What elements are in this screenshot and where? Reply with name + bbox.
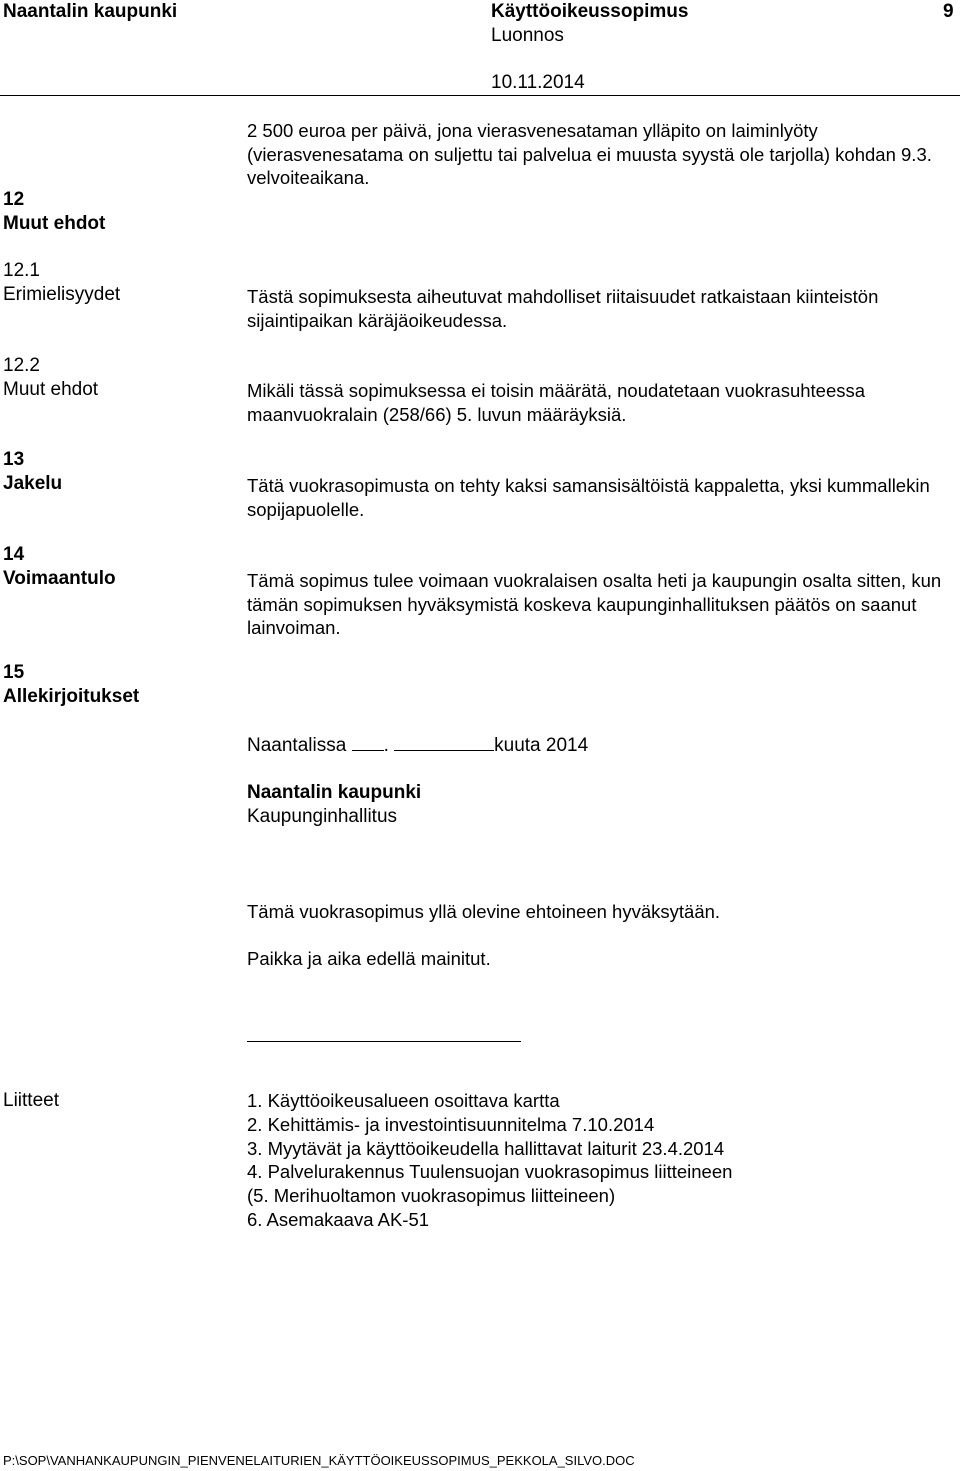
attachment-item: 4. Palvelurakennus Tuulensuojan vuokrasopimus liitteineen bbox=[247, 1161, 733, 1183]
attachment-item: 3. Myytävät ja käyttöoikeudella hallittavat laiturit 23.4.2014 bbox=[247, 1137, 725, 1159]
section-13-heading bbox=[3, 448, 62, 496]
place-prefix: Naantalissa bbox=[247, 735, 347, 756]
section-12-1-number: 12.1 bbox=[3, 260, 40, 281]
section-12-2-label: Muut ehdot bbox=[3, 379, 99, 400]
section-14-label: Voimaantulo bbox=[3, 568, 116, 589]
footer-file-path: P:\SOP\VANHANKAUPUNGIN_PIENVENELAITURIEN_KÄYTTÖOIKEUSSOPIMUS_PEKKOLA_SILVO.DOC bbox=[3, 1453, 635, 1468]
section-12-1-heading bbox=[3, 259, 120, 307]
header-date: 10.11.2014 bbox=[491, 72, 585, 93]
header-doc-title: Käyttöoikeussopimus bbox=[491, 1, 689, 22]
place-dot: . bbox=[383, 735, 389, 756]
attachment-item: (5. Merihuoltamon vuokrasopimus liitteineen) bbox=[247, 1185, 616, 1207]
distribution-paragraph: Tätä vuokrasopimusta on tehty kaksi samansisältöistä kappaletta, yksi kummallekin sopijapuolelle. bbox=[247, 475, 930, 520]
section-12-2-number: 12.2 bbox=[3, 355, 40, 376]
place-suffix: kuuta 2014 bbox=[494, 735, 589, 756]
disputes-paragraph: Tästä sopimuksesta aiheutuvat mahdolliset riitaisuudet ratkaistaan kiinteistön sijaintipaikan käräjäoikeudessa. bbox=[247, 286, 879, 331]
approval-statement: Tämä vuokrasopimus yllä olevine ehtoineen hyväksytään. bbox=[247, 901, 721, 922]
section-12-label: Muut ehdot bbox=[3, 213, 106, 234]
header-page-number: 9 bbox=[943, 1, 954, 22]
header-rule bbox=[0, 95, 960, 96]
header-org: Naantalin kaupunki bbox=[3, 1, 178, 22]
section-15-number: 15 bbox=[3, 662, 25, 683]
attachment-item: 1. Käyttöoikeusalueen osoittava kartta bbox=[247, 1090, 560, 1111]
attachment-item: 6. Asemakaava AK-51 bbox=[247, 1208, 430, 1230]
signer-org: Naantalin kaupunki bbox=[247, 782, 422, 803]
section-12-2-heading bbox=[3, 354, 98, 402]
attachments-heading: Liitteet bbox=[3, 1090, 59, 1111]
signer-block bbox=[247, 781, 957, 829]
signature-place-date bbox=[247, 734, 957, 758]
section-13-number: 13 bbox=[3, 449, 25, 470]
section-12-1-label: Erimielisyydet bbox=[3, 284, 121, 305]
entry-into-force-paragraph: Tämä sopimus tulee voimaan vuokralaisen osalta heti ja kaupungin osalta sitten, kun tämän sopimuksen hyväksymistä koskeva kaupunginhallituksen päätös on saanut lainvoiman. bbox=[247, 570, 942, 638]
section-15-label: Allekirjoitukset bbox=[3, 686, 140, 707]
header-status: Luonnos bbox=[491, 25, 564, 46]
section-15-heading bbox=[3, 661, 139, 709]
section-12-heading bbox=[3, 188, 105, 236]
section-14-number: 14 bbox=[3, 544, 25, 565]
month-blank bbox=[394, 734, 494, 751]
day-blank bbox=[352, 734, 384, 751]
signer-body: Kaupunginhallitus bbox=[247, 806, 398, 827]
attachments-list bbox=[247, 1089, 957, 1232]
section-14-heading bbox=[3, 543, 116, 591]
other-terms-paragraph: Mikäli tässä sopimuksessa ei toisin määrätä, noudatetaan vuokrasuhteessa maanvuokralain (258/66) 5. luvun määräyksiä. bbox=[247, 380, 866, 425]
penalty-paragraph: 2 500 euroa per päivä, jona vierasvenesataman ylläpito on laiminlyöty (vierasvenesatama on suljettu tai palvelua ei muusta syystä ole tarjolla) kohdan 9.3. velvoiteaikana. bbox=[247, 120, 932, 188]
section-13-label: Jakelu bbox=[3, 473, 63, 494]
place-time-statement: Paikka ja aika edellä mainitut. bbox=[247, 948, 491, 969]
section-12-number: 12 bbox=[3, 189, 25, 210]
signature-line bbox=[247, 1041, 521, 1042]
attachment-item: 2. Kehittämis- ja investointisuunnitelma 7.10.2014 bbox=[247, 1113, 655, 1135]
